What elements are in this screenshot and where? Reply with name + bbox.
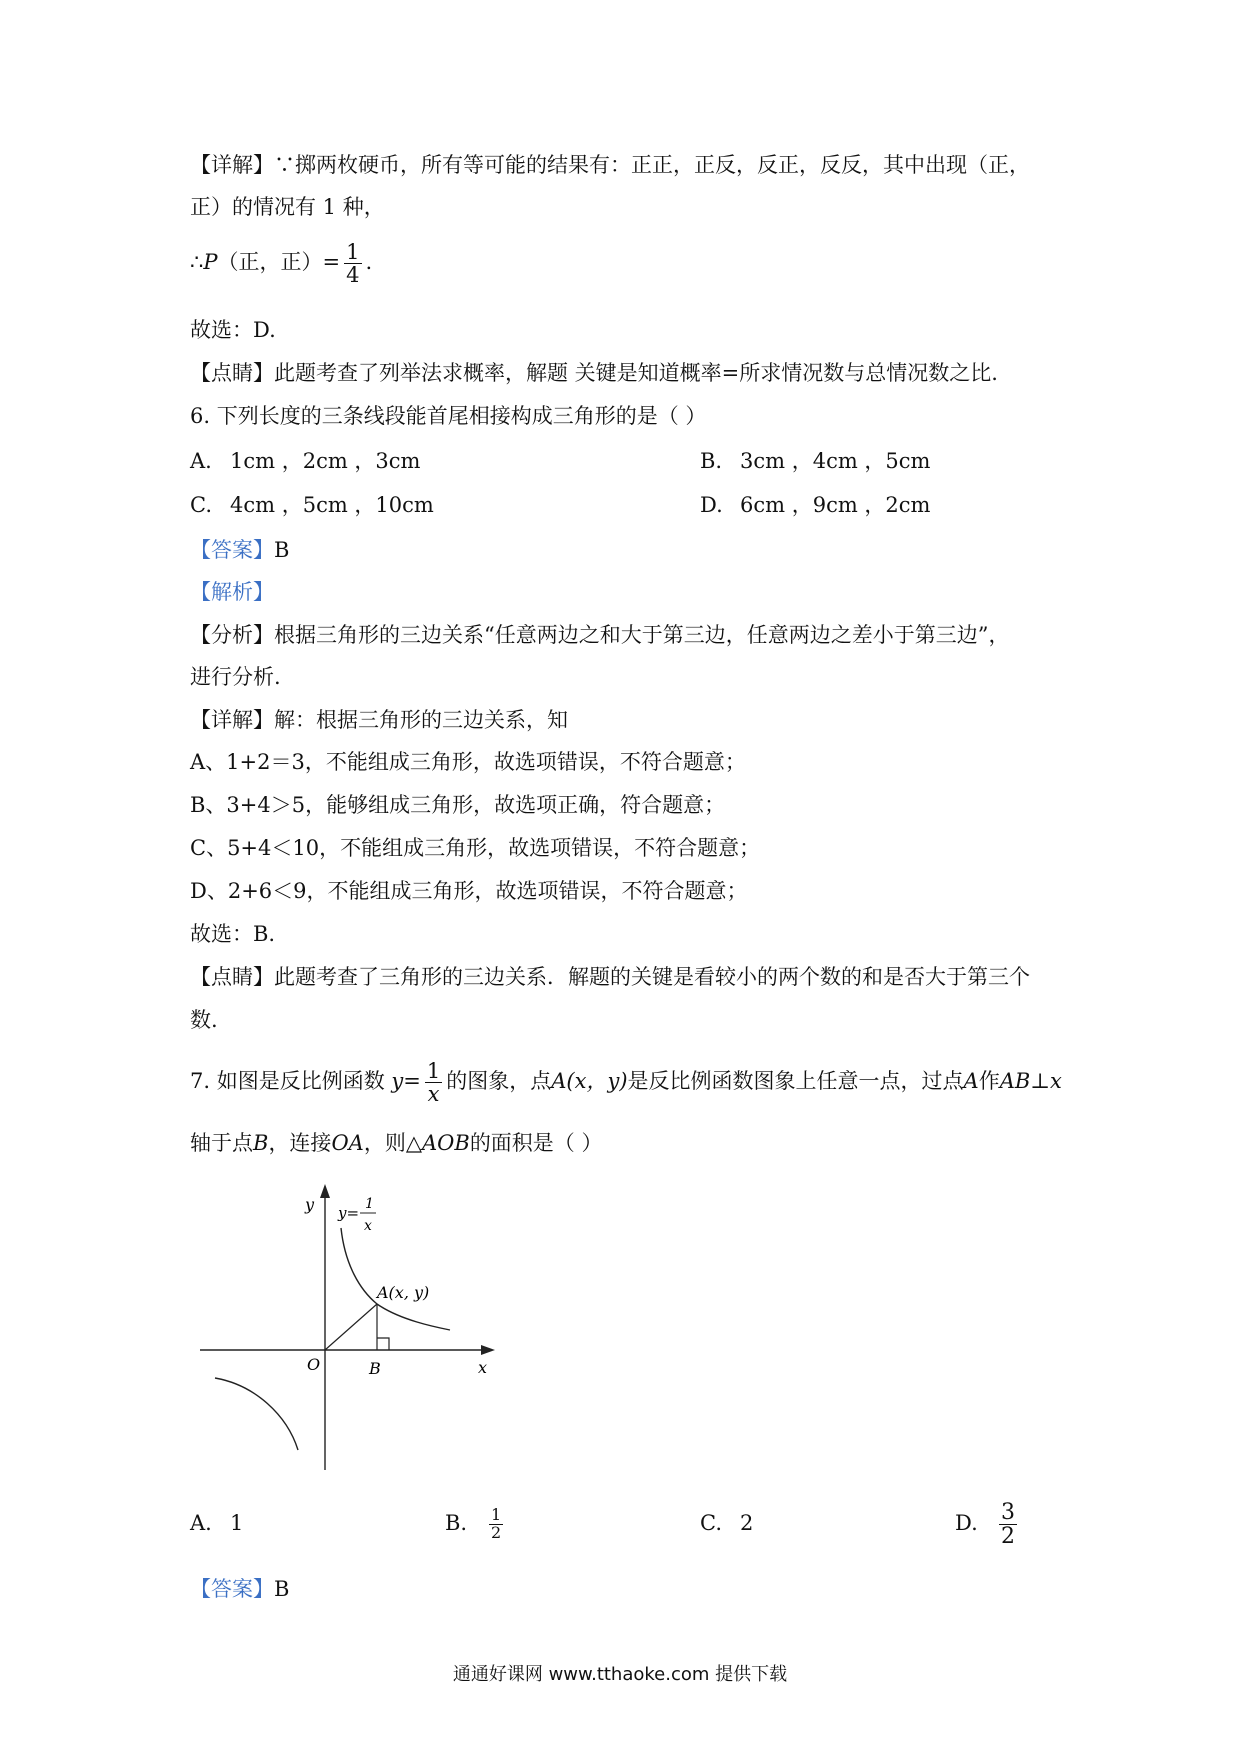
probability-period: . (365, 250, 373, 274)
fraction-denominator: 2 (491, 1523, 502, 1542)
detail-line-1 (190, 150, 1070, 180)
option-fraction (489, 1507, 503, 1542)
q7-stem-text: 的面积是（ ） (469, 1131, 603, 1155)
fraction-numerator: 1 (346, 239, 360, 264)
detail-text: 解：根据三角形的三边关系，知 (274, 708, 568, 732)
right-angle-mark (377, 1338, 389, 1350)
analysis-text: 根据三角形的三边关系“任意两边之和大于第三边，任意两边之差小于第三边”， (274, 623, 1010, 647)
option-letter: D. (700, 493, 723, 517)
note-text: 此题考查了三角形的三边关系．解题的关键是看较小的两个数的和是否大于第三个 (274, 965, 1030, 989)
fraction-numerator: 1 (426, 1058, 441, 1083)
q7-stem-line-2 (190, 1128, 1070, 1158)
q6-detail-line-d: D、2+6＜9，不能组成三角形，故选项错误，不符合题意； (190, 879, 748, 903)
q6-option-a (190, 446, 420, 476)
q7-stem-text: 的图象，点 (446, 1069, 552, 1093)
option-text: 1cm ，2cm ，3cm (230, 449, 421, 473)
point-a: A (963, 1069, 979, 1093)
point-b: B (253, 1131, 269, 1155)
option-letter: C. (700, 1511, 722, 1535)
option-letter: D. (955, 1511, 978, 1535)
q6-detail-line-a: A、1+2＝3，不能组成三角形，故选项错误，不符合题意； (190, 750, 746, 774)
answer-value: B (274, 538, 290, 562)
figure-func-lhs: y= (338, 1204, 360, 1222)
triangle-aob: AOB (421, 1131, 470, 1155)
fraction-denominator: 2 (1001, 1524, 1015, 1549)
q6-detail-line-c: C、5+4＜10，不能组成三角形，故选项错误，不符合题意； (190, 836, 761, 860)
option-text: 2 (740, 1511, 754, 1535)
note-tag: 【点睛】 (190, 965, 274, 989)
y-axis-label: y (305, 1195, 315, 1214)
probability-event: （正，正）= (217, 250, 341, 274)
option-text: 3cm ，4cm ，5cm (740, 449, 931, 473)
option-text: 6cm ，9cm ，2cm (740, 493, 931, 517)
option-letter: B. (445, 1511, 468, 1535)
option-text: 4cm ，5cm ，10cm (230, 493, 434, 517)
detail-tag: 【详解】 (190, 153, 274, 177)
q7-option-b (445, 1494, 507, 1552)
q7-answer (190, 1574, 1070, 1604)
note-1 (190, 358, 1070, 388)
hyperbola-branch-left (215, 1378, 298, 1450)
q6-option-c (190, 490, 434, 520)
probability-fraction (344, 241, 361, 286)
q7-figure (195, 1180, 515, 1470)
q7-stem-line-1 (190, 1058, 1070, 1105)
x-axis-label: x (478, 1358, 488, 1377)
analysis-tag: 【分析】 (190, 623, 274, 647)
detail-text: ∵掷两枚硬币，所有等可能的结果有：正正，正反，反正，反反，其中出现（正， (274, 153, 1030, 177)
q6-analysis-line-2: 进行分析. (190, 665, 281, 689)
fraction-numerator: 3 (1001, 1499, 1015, 1525)
option-letter: A. (190, 449, 212, 473)
answer-tag: 【答案】 (190, 538, 274, 562)
q7-option-a (190, 1508, 243, 1538)
answer-tag: 【答案】 (190, 1577, 274, 1601)
therefore-symbol: ∴ (190, 250, 204, 274)
segment-oa-line (325, 1304, 377, 1350)
q7-stem-text: ，连接 (268, 1131, 332, 1155)
y-axis-arrow (320, 1184, 330, 1198)
fraction-numerator: 1 (491, 1505, 502, 1525)
detail-text-continued: 正）的情况有 1 种， (190, 195, 385, 219)
perpendicular-expression: AB⊥x (999, 1069, 1062, 1093)
point-b-label: B (369, 1359, 381, 1378)
q7-stem-text: 轴于点 (190, 1131, 253, 1155)
q6-detail (190, 705, 1070, 735)
answer-choice-1: 故选：D. (190, 318, 276, 342)
probability-line (190, 240, 1070, 286)
option-letter: B. (700, 449, 723, 473)
probability-symbol: P (203, 250, 218, 274)
q6-note-line-1 (190, 962, 1070, 992)
detail-tag: 【详解】 (190, 708, 274, 732)
fraction-denominator: x (427, 1082, 440, 1106)
note-tag: 【点睛】 (190, 361, 274, 385)
function-lhs: y= (391, 1069, 421, 1093)
q7-option-c (700, 1508, 753, 1538)
q6-analysis-tag: 【解析】 (190, 580, 274, 604)
q7-stem-text: 作 (978, 1069, 1000, 1093)
figure-func-num: 1 (365, 1196, 374, 1212)
option-text: 1 (230, 1511, 244, 1535)
q6-option-d (700, 490, 930, 520)
q7-stem-text: ，则△ (363, 1131, 422, 1155)
q7-stem-text: 是反比例函数图象上任意一点，过点 (627, 1069, 964, 1093)
point-a-figure-label: A(x, y) (377, 1283, 430, 1302)
fraction-denominator: 4 (346, 263, 360, 287)
figure-func-den: x (364, 1218, 372, 1234)
page-footer: 通通好课网 www.tthaoke.com 提供下载 (452, 1664, 788, 1685)
q6-answer (190, 535, 1070, 565)
q6-analysis-line-1 (190, 620, 1070, 650)
q6-note-line-2: 数. (190, 1008, 218, 1032)
q7-stem-text: 7. 如图是反比例函数 (190, 1069, 385, 1093)
option-fraction (999, 1501, 1017, 1548)
q6-option-b (700, 446, 930, 476)
segment-oa: OA (331, 1131, 364, 1155)
hyperbola-branch-right (341, 1228, 450, 1330)
note-text: 此题考查了列举法求概率，解题 关键是知道概率=所求情况数与总情况数之比. (274, 361, 998, 385)
q7-option-d (955, 1494, 1021, 1552)
detail-line-2 (190, 192, 1070, 222)
point-a-label: A(x，y) (551, 1069, 628, 1093)
option-letter: A. (190, 1511, 212, 1535)
q6-stem: 6. 下列长度的三条线段能首尾相接构成三角形的是（ ） (190, 404, 707, 428)
x-axis-arrow (481, 1345, 495, 1355)
q6-detail-line-b: B、3+4＞5，能够组成三角形，故选项正确，符合题意； (190, 793, 726, 817)
option-letter: C. (190, 493, 212, 517)
function-fraction (425, 1060, 442, 1105)
q6-choice: 故选：B. (190, 922, 276, 946)
answer-value: B (274, 1577, 290, 1601)
origin-label: O (307, 1355, 321, 1374)
